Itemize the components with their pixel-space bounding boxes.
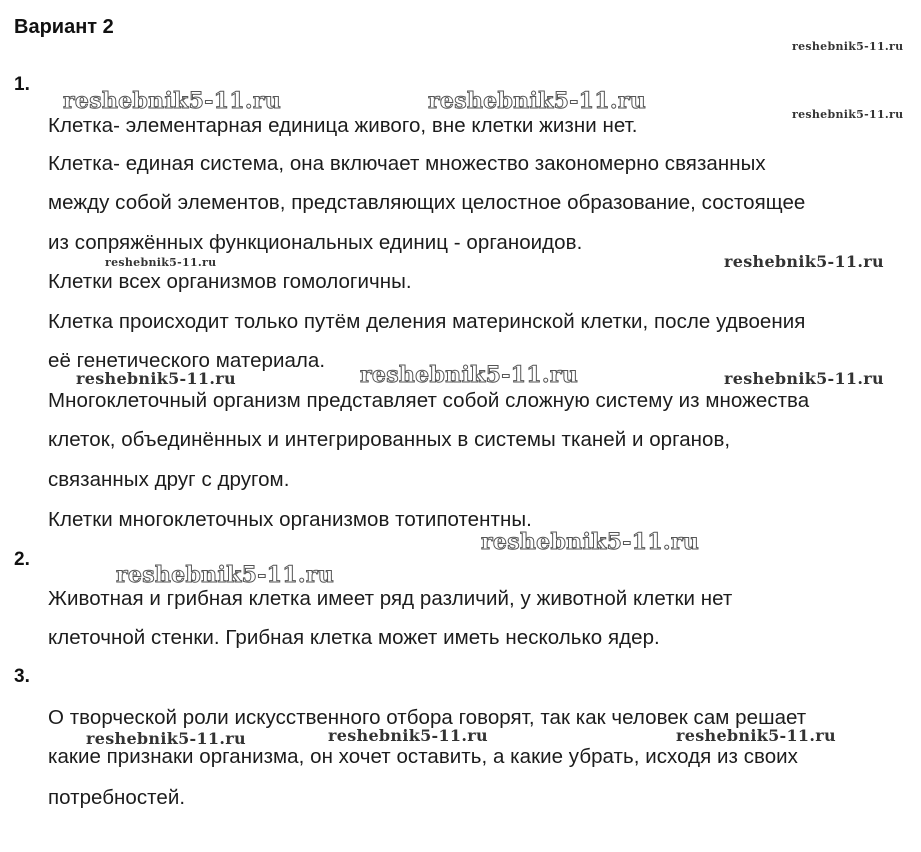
section-3-line: какие признаки организма, он хочет оставить, а какие убрать, исходя из своих [48,745,798,768]
section-1-line: её генетического материала. [48,349,326,372]
watermark: reshebnik5-11.ru [792,40,904,53]
section-3-line: потребностей. [48,786,186,809]
section-1-line: Клетка- элементарная единица живого, вне клетки жизни нет. [48,114,638,137]
section-1-line: из сопряжённых функциональных единиц - органоидов. [48,231,583,254]
section-3-line: О творческой роли искусственного отбора говорят, так как человек сам решает [48,706,807,729]
watermark: reshebnik5-11.ru [86,729,246,748]
watermark: reshebnik5-11.ru [481,529,700,555]
section-1-line: Клетка происходит только путём деления материнской клетки, после удвоения [48,310,806,333]
watermark: reshebnik5-11.ru [724,369,884,388]
section-1-line: Многоклеточный организм представляет собой сложную систему из множества [48,389,810,412]
watermark: reshebnik5-11.ru [792,108,904,121]
section-2-number: 2. [14,549,30,570]
watermark: reshebnik5-11.ru [360,362,579,388]
watermark: reshebnik5-11.ru [105,256,217,269]
section-1-line: Клетки многоклеточных организмов тотипотентны. [48,508,532,531]
watermark: reshebnik5-11.ru [63,88,282,114]
section-3-number: 3. [14,666,30,687]
watermark: reshebnik5-11.ru [76,369,236,388]
watermark: reshebnik5-11.ru [676,726,836,745]
watermark: reshebnik5-11.ru [428,88,647,114]
section-1-line: клеток, объединённых и интегрированных в системы тканей и органов, [48,428,731,451]
watermark: reshebnik5-11.ru [116,562,335,588]
section-1-line: Клетка- единая система, она включает множество закономерно связанных [48,152,766,175]
page-title: Вариант 2 [14,16,114,38]
section-1-line: между собой элементов, представляющих целостное образование, состоящее [48,191,806,214]
section-1-number: 1. [14,74,30,95]
watermark: reshebnik5-11.ru [724,252,884,271]
section-2-line: клеточной стенки. Грибная клетка может иметь несколько ядер. [48,626,660,649]
section-2-line: Животная и грибная клетка имеет ряд различий, у животной клетки нет [48,587,733,610]
watermark: reshebnik5-11.ru [328,726,488,745]
section-1-line: Клетки всех организмов гомологичны. [48,270,412,293]
section-1-line: связанных друг с другом. [48,468,290,491]
